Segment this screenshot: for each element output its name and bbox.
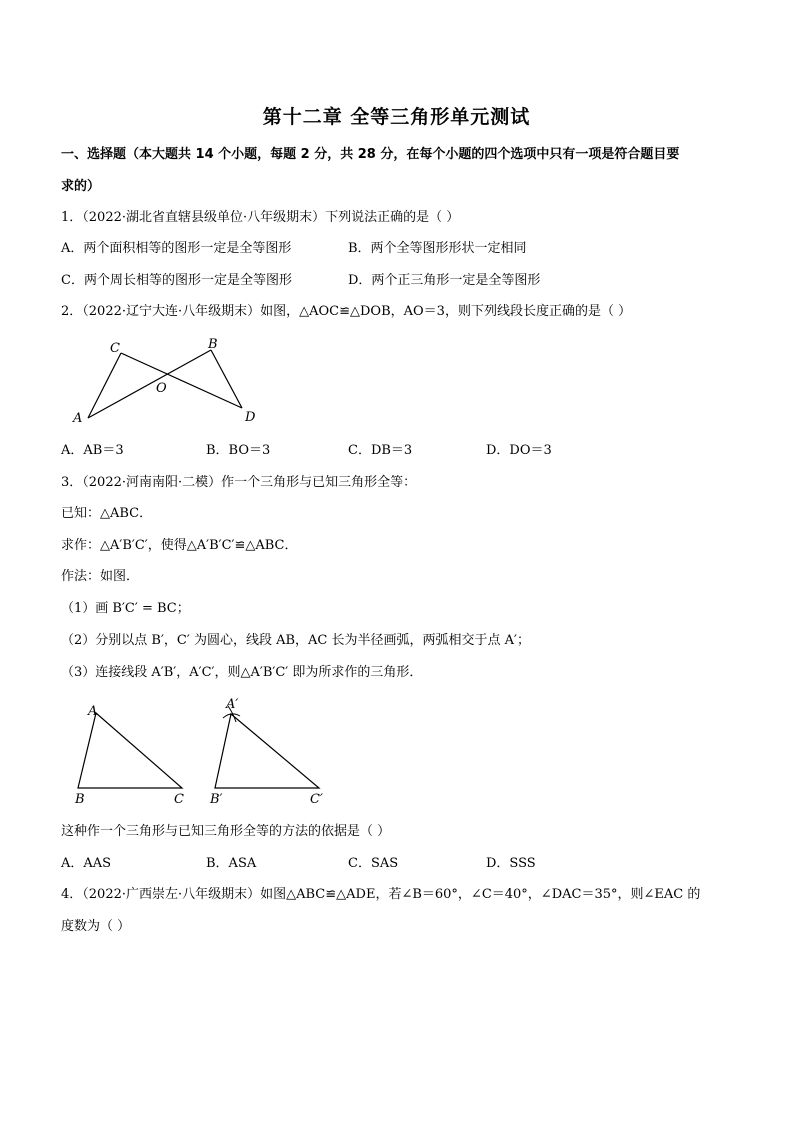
q3-label-c: C: [174, 792, 184, 807]
q1-option-c: C．两个周长相等的图形一定是全等图形: [61, 273, 292, 288]
q3-step1: （1）画 B′C′ = BC；: [61, 601, 190, 616]
q2-option-d: D．DO＝3: [486, 443, 552, 458]
q3-label-c-prime: C′: [310, 792, 323, 807]
q3-option-a: A．AAS: [61, 856, 112, 871]
q2-option-a: A．AB＝3: [61, 443, 124, 458]
q3-label-a: A: [88, 704, 98, 719]
q3-method: 作法：如图．: [61, 569, 140, 584]
q3-question: 这种作一个三角形与已知三角形全等的方法的依据是（ ）: [61, 824, 391, 839]
q3-label-a-prime: A′: [226, 697, 239, 712]
q1-option-b: B．两个全等图形形状一定相同: [348, 241, 527, 256]
q3-figure: [60, 693, 360, 813]
q3-triangle-abc: [78, 713, 182, 788]
q2-segment-bd: [211, 350, 242, 408]
q3-ask: 求作：△A′B′C′，使得△A′B′C′≌△ABC．: [61, 538, 298, 553]
q2-label-o: O: [156, 381, 167, 396]
q1-option-d: D．两个正三角形一定是全等图形: [348, 273, 541, 288]
q2-stem: 2．（2022·辽宁大连·八年级期末）如图，△AOC≌△DOB，AO＝3，则下列线段长度正确的是（ ）: [61, 304, 632, 319]
q3-triangle-a-prime-b-prime-c-prime: [215, 714, 319, 788]
q3-step2: （2）分别以点 B′，C′ 为圆心，线段 AB，AC 长为半径画弧，两弧相交于点 A′；: [61, 633, 530, 648]
q2-segment-ab: [88, 350, 211, 418]
q2-label-d: D: [245, 410, 256, 425]
section-heading-line1: 一、选择题（本大题共 14 个小题，每题 2 分，共 28 分，在每个小题的四个选项中只有一项是符合题目要: [61, 147, 680, 162]
q1-option-a: A．两个面积相等的图形一定是全等图形: [61, 241, 292, 256]
q4-stem: 4．（2022·广西崇左·八年级期末）如图△ABC≌△ADE，若∠B＝60°，∠C＝40°，∠DAC＝35°，则∠EAC 的: [61, 887, 701, 902]
q2-label-b: B: [208, 337, 218, 352]
q2-label-c: C: [110, 341, 120, 356]
q3-stem: 3．（2022·河南南阳·二模）作一个三角形与已知三角形全等：: [61, 475, 417, 490]
q3-step3: （3）连接线段 A′B′，A′C′，则△A′B′C′ 即为所求作的三角形．: [61, 665, 423, 680]
q3-label-b-prime: B′: [210, 792, 223, 807]
q1-stem: 1．（2022·湖北省直辖县级单位·八年级期末）下列说法正确的是（ ）: [61, 210, 460, 225]
q4-stem-continued: 度数为（ ）: [61, 919, 131, 934]
q2-label-a: A: [73, 411, 83, 426]
q2-option-c: C．DB＝3: [348, 443, 413, 458]
q2-segment-cd: [121, 353, 242, 408]
q2-figure: [60, 330, 280, 430]
page-title: 第十二章 全等三角形单元测试: [262, 106, 531, 128]
q3-label-b: B: [75, 792, 85, 807]
q3-option-c: C．SAS: [348, 856, 399, 871]
section-heading-line2: 求的）: [61, 179, 101, 194]
q2-option-b: B．BO＝3: [206, 443, 271, 458]
q3-known: 已知：△ABC．: [61, 506, 153, 521]
q3-option-d: D．SSS: [486, 856, 536, 871]
q3-option-b: B．ASA: [206, 856, 257, 871]
